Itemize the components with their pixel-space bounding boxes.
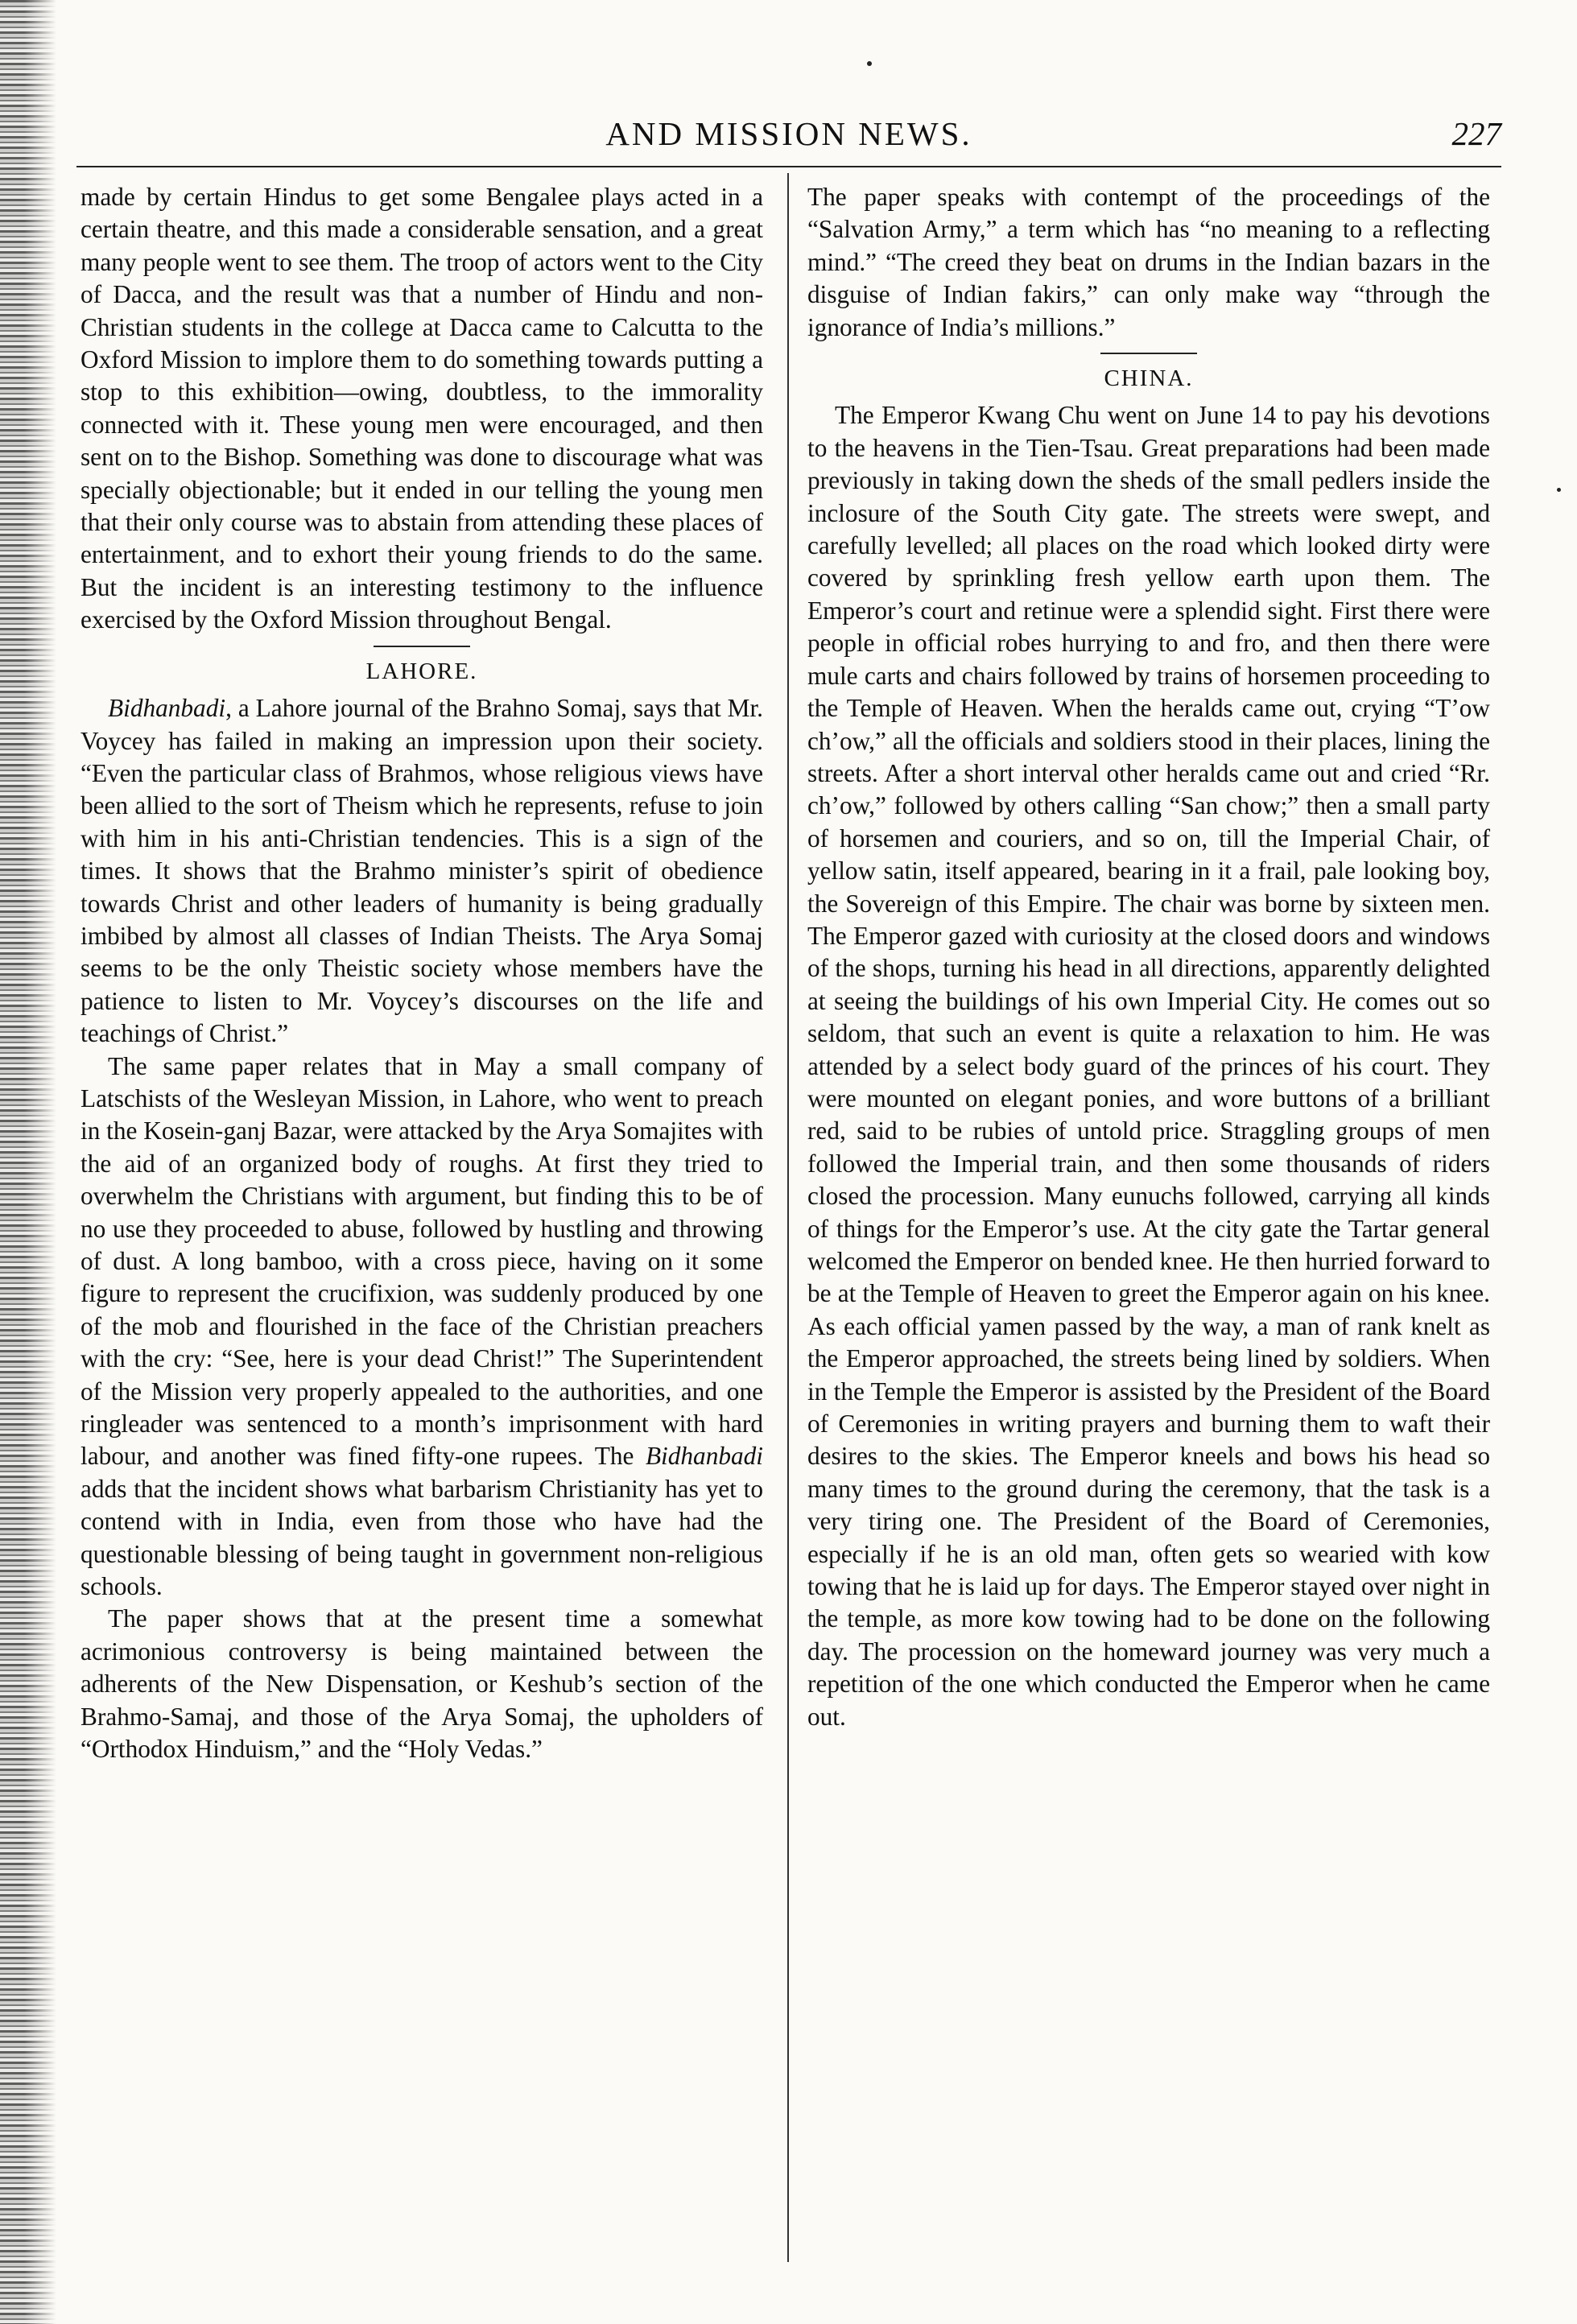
paragraph-text: The same paper relates that in May a small company of Latschists of the Wesleyan Mission, in Lahore, who went to preach in the Kosein-ganj Bazar, were attacked by the Arya Somajites with the aid of an organized body of roughs. At first they tried to overwhelm the Christians with argument, but finding this to be of no use they proceeded to abuse, followed by hustling and throwing of dust. A long bamboo, with a cross piece, having on it some figure to represent the crucifixion, was suddenly produced by one of the mob and flourished in the face of the Christian preachers with the cry: “See, here is your dead Christ!” The Superintendent of the Mission very properly appealed to the authorities, and one ringleader was sentenced to a month’s imprisonment with hard labour, and another was fined fifty-one rupees. The: [81, 1051, 763, 1471]
paragraph-text: , a Lahore journal of the Brahno Somaj, says that Mr. Voycey has failed in making an impression upon their society. “Even the particular class of Brahmos, whose religious views have been allied to the sort of Theism which he represents, refuse to join with him in his anti-Christian tendencies. This is a sign of the times. It shows that the Brahmo minister’s spirit of obedience towards Christ and other leaders of humanity is being gradually imbibed by almost all classes of Indian Theists. The Arya Somaj seems to be the only Theistic society whose members have the patience to listen to Mr. Voycey’s discourses on the life and teachings of Christ.”: [81, 694, 763, 1048]
header-rule: [76, 166, 1501, 167]
journal-name: Bidhanbadi: [108, 694, 226, 723]
page-number: 227: [1451, 115, 1501, 152]
paragraph-wesleyan-mission: [81, 1051, 763, 1604]
print-speck: [867, 61, 872, 66]
section-heading-lahore: LAHORE.: [365, 658, 478, 684]
paragraph-dacca: made by certain Hindus to get some Bengalee plays acted in a certain theatre, and this made a considerable sensation, and a great many people went to see them. The troop of actors went to the City of Dacca, and the result was that a number of Hindu and non-Christian students in the college at Dacca came to Calcutta to the Oxford Mission to implore them to do something towards putting a stop to this exhibition—owing, doubtless, to the immorality connected with it. These young men were encouraged, and then sent on to the Bishop. Something was done to discourage what was specially objectionable; but it ended in our telling the young men that their only course was to abstain from attending these places of entertainment, and to exhort their young friends to do the same. But the incident is an interesting testimony to the influence exercised by the Oxford Mission throughout Bengal.: [81, 183, 763, 634]
left-column: [81, 181, 763, 1766]
paragraph-salvation-army: The paper speaks with contempt of the proceedings of the “Salvation Army,” a term which has “no meaning to a reflecting mind.” “The creed they beat on drums in the Indian bazars in the disguise of Indian fakirs,” can only make way “through the ignorance of India’s millions.”: [807, 183, 1490, 341]
page-header: [76, 105, 1501, 161]
section-divider: [1100, 353, 1197, 354]
paragraph-controversy: The paper shows that at the present time a somewhat acrimonious controversy is being maintained between the adherents of the New Dispensation, or Keshub’s section of the Brahmo-Samaj, and those of the Arya Somaj, the upholders of “Orthodox Hinduism,” and the “Holy Vedas.”: [81, 1604, 763, 1764]
paragraph-bidhanbadi: [81, 692, 763, 1050]
section-divider: [374, 646, 470, 647]
section-heading-china: CHINA.: [1104, 365, 1194, 392]
print-speck: [1557, 488, 1561, 492]
journal-name: Bidhanbadi: [645, 1442, 763, 1471]
running-title: AND MISSION NEWS.: [605, 115, 972, 152]
paragraph-emperor: The Emperor Kwang Chu went on June 14 to pay his devotions to the heavens in the Tien-Tsau. Great preparations had been made previously in taking down the sheds of the small pedlers inside the inclosure of the South City gate. The streets were swept, and carefully levelled; all places on the road which looked dirty were covered by sprinkling fresh yellow earth upon them. The Emperor’s court and retinue were a splendid sight. First there were people in official robes hurrying to and fro, and then there were mule carts and chairs followed by trains of horsemen proceeding to the Temple of Heaven. When the heralds came out, crying “T’ow ch’ow,” all the officials and soldiers stood in their places, lining the streets. After a short interval other heralds came out and cried “Rr. ch’ow,” followed by others calling “San chow;” then a small party of horsemen and couriers, and so on, till the Imperial Chair, of yellow satin, itself appeared, bearing in it a frail, pale looking boy, the Sovereign of this Empire. The chair was borne by sixteen men. The Emperor gazed with curiosity at the closed doors and windows of the shops, turning his head in all directions, apparently delighted at seeing the buildings of his own Imperial City. He comes out so seldom, that such an event is quite a relaxation to him. He was attended by a select body guard of the princes of his court. They were mounted on elegant ponies, and wore buttons of a brilliant red, said to be rubies of untold price. Straggling groups of men followed the Imperial train, and then some thousands of riders closed the procession. Many eunuchs followed, carrying all kinds of things for the Emperor’s use. At the city gate the Tartar general welcomed the Emperor on bended knee. He then hurried forward to be at the Temple of Heaven to greet the Emperor again on his knee. As each official yamen passed by the way, a man of rank knelt as the Emperor approached, the streets being lined by soldiers. When in the Temple the Emperor is assisted by the President of the Board of Ceremonies in writing prayers and burning them to waft their desires to the skies. The Emperor kneels and bows his head so many times to the ground during the ceremony, that the task is a very tiring one. The President of the Board of Ceremonies, especially if he is an old man, often gets so wearied with kow towing that he is laid up for days. The Emperor stayed over night in the temple, as more kow towing had to be done on the following day. The procession on the homeward journey was very much a repetition of the one which conducted the Emperor when he came out.: [807, 401, 1490, 1731]
column-divider: [787, 173, 789, 2262]
paragraph-text: adds that the incident shows what barbarism Christianity has yet to contend with in India, even from those who have had the questionable blessing of being taught in government non-religious schools.: [81, 1474, 763, 1601]
binding-edge-shadow: [0, 0, 56, 2324]
right-column: [807, 181, 1490, 1733]
